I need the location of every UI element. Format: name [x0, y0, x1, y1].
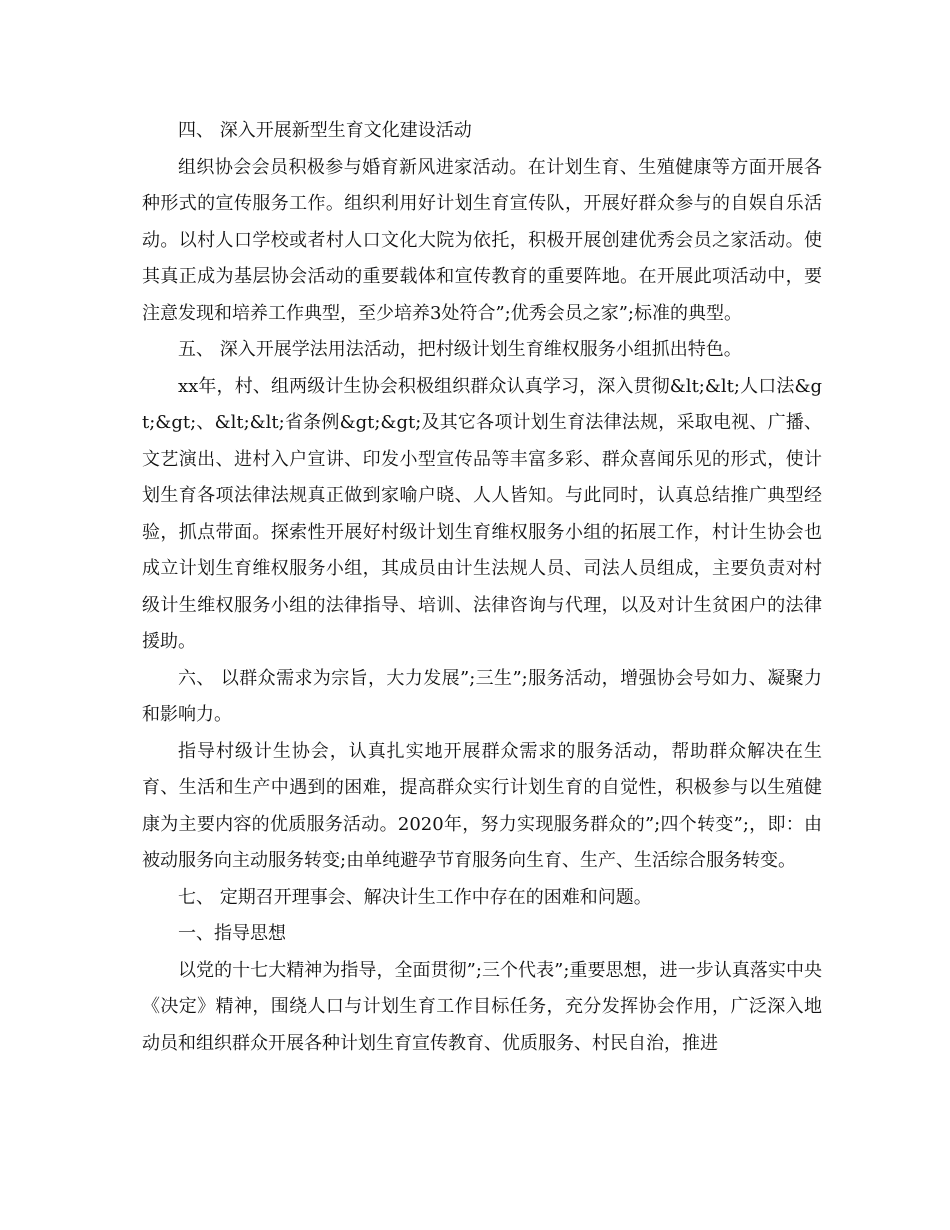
- section-heading-six: 六、 以群众需求为宗旨，大力发展”;三生”;服务活动，增强协会号如力、凝聚力和影响力。: [142, 667, 822, 725]
- paragraph: 以党的十七大精神为指导，全面贯彻”;三个代表”;重要思想，进一步认真落实中央《决定》精神，围绕人口与计划生育工作目标任务，充分发挥协会作用，广泛深入地动员和组织群众开展各种计划生育宣传教育、优质服务、村民自治，推进: [142, 959, 822, 1054]
- paragraph: 指导村级计生协会，认真扎实地开展群众需求的服务活动，帮助群众解决在生育、生活和生产中遇到的困难，提高群众实行计划生育的自觉性，积极参与以生殖健康为主要内容的优质服务活动。2020年，努力实现服务群众的”;四个转变”;，即：由被动服务向主动服务转变;由单纯避孕节育服务向生育、生产、生活综合服务转变。: [142, 740, 822, 871]
- section-heading-guiding-ideology: 一、指导思想: [178, 923, 286, 944]
- section-heading-five: 五、 深入开展学法用法活动，把村级计划生育维权服务小组抓出特色。: [178, 339, 742, 360]
- section-heading-four: 四、 深入开展新型生育文化建设活动: [178, 120, 472, 141]
- document-body: [142, 113, 822, 1062]
- paragraph: xx年，村、组两级计生协会积极组织群众认真学习，深入贯彻&lt;&lt;人口法&gt;&gt;、&lt;&lt;省条例&gt;&gt;及其它各项计划生育法律法规，采取电视、广播、文艺演出、进村入户宣讲、印发小型宣传品等丰富多彩、群众喜闻乐见的形式，使计划生育各项法律法规真正做到家喻户晓、人人皆知。与此同时，认真总结推广典型经验，抓点带面。探索性开展好村级计划生育维权服务小组的拓展工作，村计生协会也成立计划生育维权服务小组，其成员由计生法规人员、司法人员组成，主要负责对村级计生维权服务小组的法律指导、培训、法律咨询与代理，以及对计生贫困户的法律援助。: [142, 375, 822, 652]
- paragraph: 组织协会会员积极参与婚育新风进家活动。在计划生育、生殖健康等方面开展各种形式的宣传服务工作。组织利用好计划生育宣传队，开展好群众参与的自娱自乐活动。以村人口学校或者村人口文化大院为依托，积极开展创建优秀会员之家活动。使其真正成为基层协会活动的重要载体和宣传教育的重要阵地。在开展此项活动中，要注意发现和培养工作典型，至少培养3处符合”;优秀会员之家”;标准的典型。: [142, 156, 822, 324]
- section-heading-seven: 七、 定期召开理事会、解决计生工作中存在的困难和问题。: [178, 886, 652, 908]
